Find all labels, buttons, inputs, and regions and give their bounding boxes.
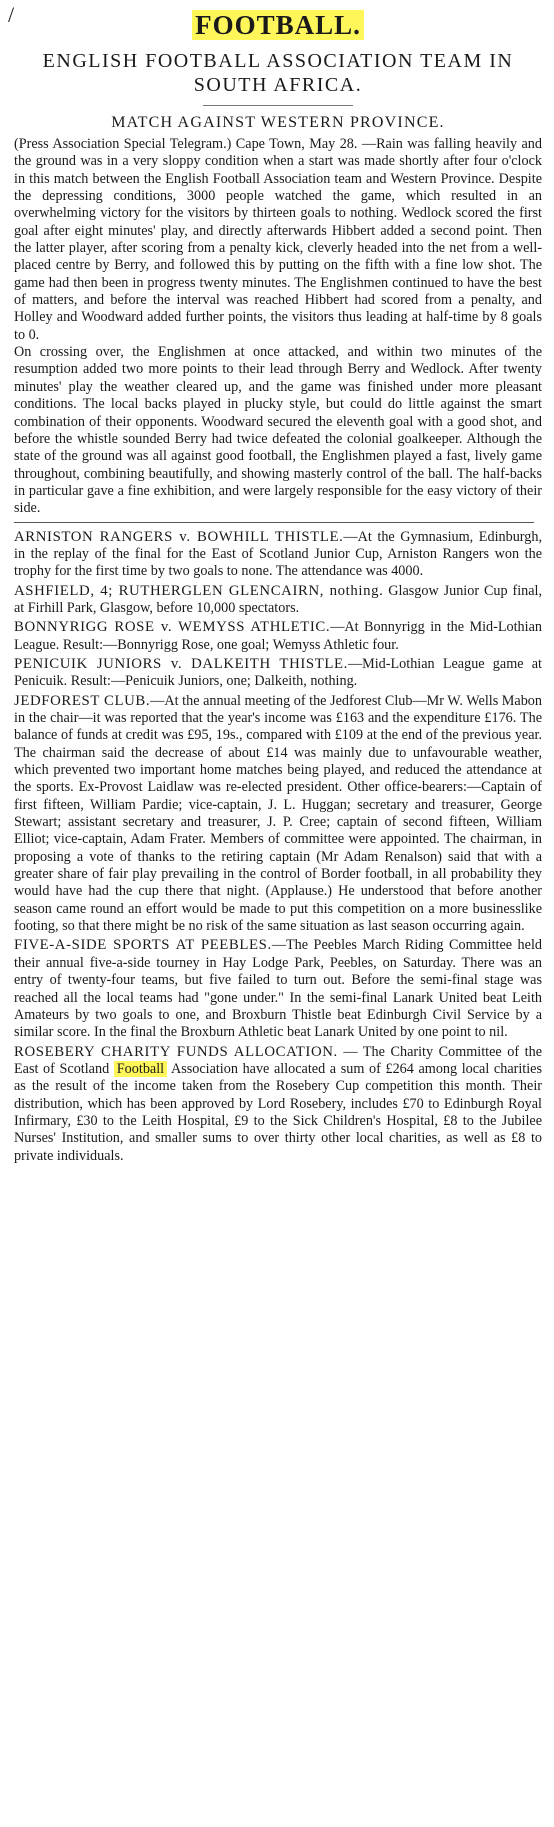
keyword-highlight: Football: [114, 1061, 167, 1077]
news-item-list: [14, 529, 542, 1165]
news-item-lead: FIVE-A-SIDE SPORTS AT PEEBLES.: [14, 937, 272, 954]
news-item: [14, 583, 542, 618]
news-item: [14, 693, 542, 936]
news-item-text: —At the Gymnasium, Edinburgh, in the replay of the final for the East of Scotland Junior Cup, Arniston Rangers won the trophy for the first time by two goals to none. The attendance was 4000.: [14, 528, 542, 580]
news-item: [14, 656, 542, 691]
news-item-lead: ASHFIELD, 4; RUTHERGLEN GLENCAIRN, nothing.: [14, 582, 384, 599]
news-item-text: —Mid-Lothian League game at Penicuik. Result:—Penicuik Juniors, one; Dalkeith, nothing.: [14, 655, 542, 690]
article-paragraph-2: On crossing over, the Englishmen at once attacked, and within two minutes of the resumption added two more points to their lead through Berry and Wedlock. After twenty minutes' play the weather cleared up, and the game was finished under more pleasant conditions. The local backs played in plucky style, but could do little against the smart combination of their opponents. Woodward secured the eleventh goal with a good shot, and before the whistle sounded Berry had twice defeated the colonial goalkeeper. Although the state of the ground was all against good football, the Englishmen played a fast, lively game throughout, combining beautifully, and showing masterly control of the ball. The half-backs in particular gave a fine exhibition, and were largely responsible for the easy victory of their side.: [14, 344, 542, 517]
corner-mark: /: [8, 2, 15, 27]
divider: [203, 105, 353, 106]
news-item-rosebery: [14, 1044, 542, 1165]
news-item-lead: BONNYRIGG ROSE v. WEMYSS ATHLETIC.: [14, 619, 331, 636]
divider-wide: [14, 522, 534, 523]
news-item: [14, 529, 542, 581]
section-title: [14, 10, 542, 41]
news-item-lead: PENICUIK JUNIORS v. DALKEITH THISTLE.: [14, 655, 348, 672]
news-item-lead: JEDFOREST CLUB.: [14, 692, 151, 709]
news-item-lead: ARNISTON RANGERS v. BOWHILL THISTLE.: [14, 528, 344, 545]
news-item-text: Association have allocated a sum of £264 among local charities as the result of the income taken from the Rosebery Cup competition this month. Their distribution, which has been approved by Lord Rosebery, includes £70 to Edinburgh Royal Infirmary, £30 to the Leith Hospital, £9 to the Sick Children's Hospital, £8 to the Jubilee Nurses' Institution, and smaller sums to over thirty other local charities, as well as £8 to private individuals.: [14, 1060, 542, 1164]
news-item-text: —At Bonnyrigg in the Mid-Lothian League. Result:—Bonnyrigg Rose, one goal; Wemyss Athletic four.: [14, 619, 542, 653]
headline: ENGLISH FOOTBALL ASSOCIATION TEAM IN SOUTH AFRICA.: [42, 50, 514, 96]
news-item-text: —At the annual meeting of the Jedforest Club—Mr W. Wells Mabon in the chair—it was reported that the year's income was £163 and the expenditure £176. The balance of funds at credit was £95, 19s., compared with £109 at the end of the previous year. The chairman said the decrease of about £14 was mainly due to unfavourable weather, which prevented two important home matches being played, and reduced the attendance at the sports. Ex-Provost Laidlaw was re-elected president. Other office-bearers:—Captain of first fifteen, William Pardie; vice-captain, J. L. Huggan; secretary and treasurer, George Stewart; assistant secretary and treasurer, J. P. Cree; captain of second fifteen, William Elliot; vice-captain, Adam Frater. Members of committee were appointed. The chairman, in proposing a vote of thanks to the retiring captain (Mr Adam Renalson) said that with a greater share of fair play prevailing in the control of Border football, in all probability they would have had the cup there that night. (Applause.) He understood that before another season came round an effort would be made to put this competition on a more businesslike footing, so that there might be no risk of the same situation as last season occurring again.: [14, 692, 542, 935]
article-paragraph-1: (Press Association Special Telegram.) Cape Town, May 28. —Rain was falling heavily and the ground was in a very sloppy condition when a start was made shortly after four o'clock in this match between the English Football Association team and Western Province. Despite the depressing conditions, 3000 people watched the game, which resulted in an overwhelming victory for the visitors by thirteen goals to nothing. Wedlock scored the first goal after eight minutes' play, and directly afterwards Hibbert added a second point. Then the latter player, after scoring from a penalty kick, cleverly headed into the net from a well-placed centre by Berry, and followed this by putting on the fifth with a fine low shot. The game had then been in progress twenty minutes. The Englishmen continued to have the best of matters, and before the interval was reached Hibbert had scored from a penalty, and Holley and Woodward added further points, the visitors thus leading at half-time by 8 goals to 0.: [14, 136, 542, 343]
news-item-text: Glasgow Junior Cup final, at Firhill Park, Glasgow, before 10,000 spectators.: [14, 582, 543, 616]
news-item-text: —The Peebles March Riding Committee held their annual five-a-side tourney in Hay Lodge Park, Peebles, on Saturday. There was an entry of twenty-four teams, but five failed to turn out. Before the semi-final stage was reached all the local teams had "gone under." In the semi-final Lanark United beat Leith Amateurs by two goals to one, and Broxburn Thistle beat Edinburgh Civil Service by a similar score. In the final the Broxburn Athletic beat Lanark United by one point to nil.: [14, 937, 542, 1041]
subheadline: MATCH AGAINST WESTERN PROVINCE.: [111, 114, 445, 131]
news-item-text: — The Charity Committee of the East of Scotland: [14, 1043, 542, 1077]
news-item: [14, 619, 542, 654]
news-item-lead: ROSEBERY CHARITY FUNDS ALLOCATION.: [14, 1043, 338, 1060]
section-title-highlight: FOOTBALL.: [192, 10, 364, 40]
news-item: [14, 937, 542, 1041]
